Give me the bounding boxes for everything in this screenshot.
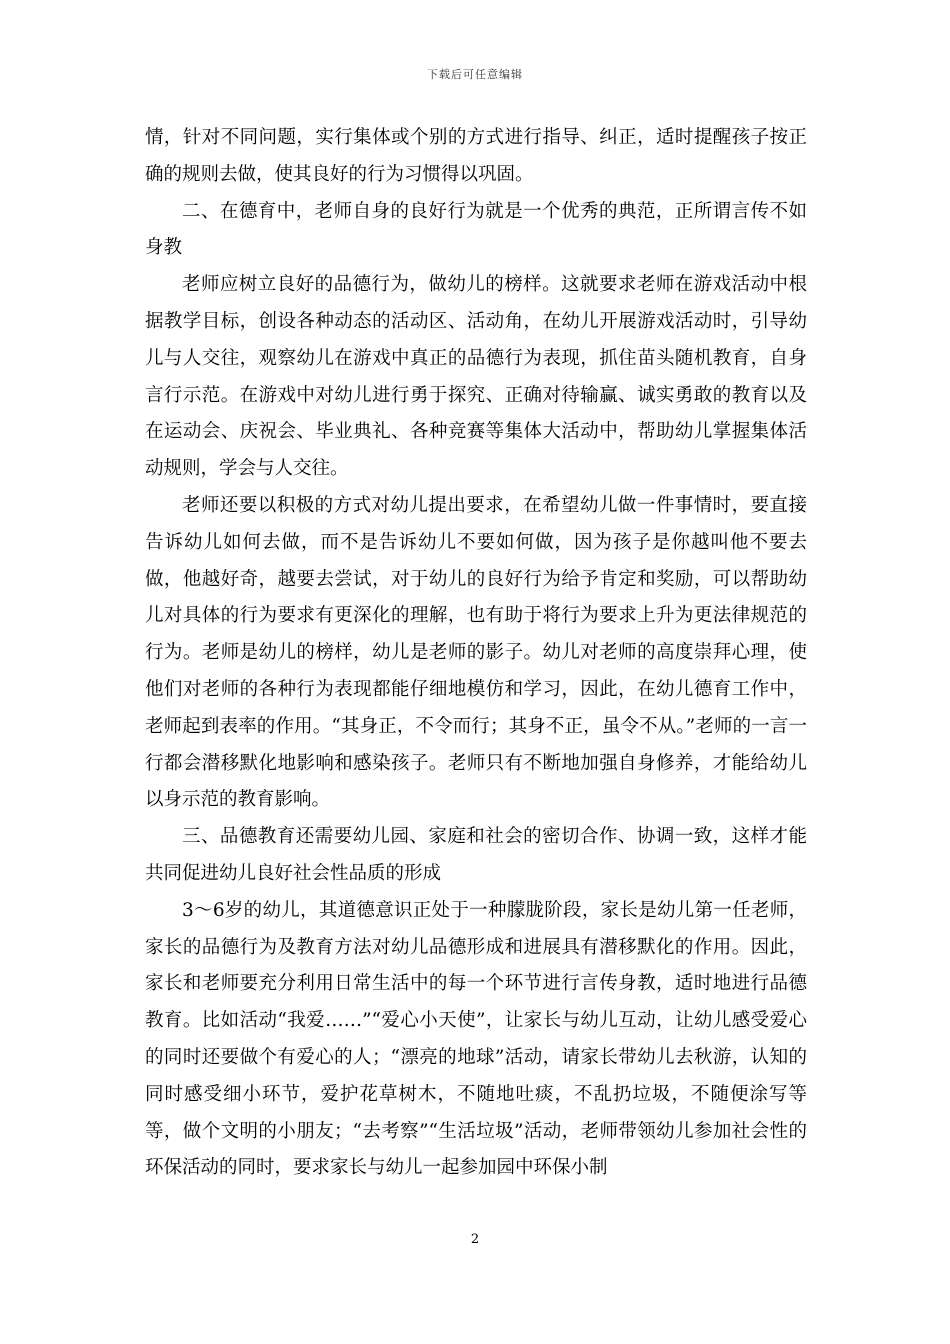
paragraph: 3～6岁的幼儿，其道德意识正处于一种朦胧阶段，家长是幼儿第一任老师，家长的品德行为及教育方法对幼儿品德形成和进展具有潜移默化的作用。因此，家长和老师要充分利用日常生活中的每一个环节进行言传身教，适时地进行品德教育。比如活动“我爱……”“爱心小天使”，让家长与幼儿互动，让幼儿感受爱心的同时还要做个有爱心的人；“漂亮的地球”活动，请家长带幼儿去秋游，认知的同时感受细小环节，爱护花草树木，不随地吐痰，不乱扔垃圾，不随便涂写等等，做个文明的小朋友；“去考察”“生活垃圾”活动，老师带领幼儿参加社会性的环保活动的同时，要求家长与幼儿一起参加园中环保小制: [145, 899, 807, 1179]
page-number: 2: [470, 1232, 480, 1247]
paragraph-continuation: 情，针对不同问题，实行集体或个别的方式进行指导、纠正，适时提醒孩子按正确的规则去做，使其良好的行为习惯得以巩固。: [145, 127, 807, 185]
page-header: 下载后可任意编辑: [427, 68, 523, 81]
document-body: [145, 120, 807, 1187]
section-heading-2: 二、在德育中，老师自身的良好行为就是一个优秀的典范，正所谓言传不如身教: [145, 200, 807, 259]
paragraph: 老师应树立良好的品德行为，做幼儿的榜样。这就要求老师在游戏活动中根据教学目标，创设各种动态的活动区、活动角，在幼儿开展游戏活动时，引导幼儿与人交往，观察幼儿在游戏中真正的品德行为表现，抓住苗头随机教育，自身言行示范。在游戏中对幼儿进行勇于探究、正确对待输赢、诚实勇敢的教育以及在运动会、庆祝会、毕业典礼、各种竞赛等集体大活动中，帮助幼儿掌握集体活动规则，学会与人交往。: [145, 274, 807, 480]
paragraph: 老师还要以积极的方式对幼儿提出要求，在希望幼儿做一件事情时，要直接告诉幼儿如何去做，而不是告诉幼儿不要如何做，因为孩子是你越叫他不要去做，他越好奇，越要去尝试，对于幼儿的良好行为给予肯定和奖励，可以帮助幼儿对具体的行为要求有更深化的理解，也有助于将行为要求上升为更法律规范的行为。老师是幼儿的榜样，幼儿是老师的影子。幼儿对老师的高度崇拜心理，使他们对老师的各种行为表现都能仔细地模仿和学习，因此，在幼儿德育工作中，老师起到表率的作用。“其身正，不令而行；其身不正，虽令不从。”老师的一言一行都会潜移默化地影响和感染孩子。老师只有不断地加强自身修养，才能给幼儿以身示范的教育影响。: [145, 494, 807, 811]
section-heading-3: 三、品德教育还需要幼儿园、家庭和社会的密切合作、协调一致，这样才能共同促进幼儿良好社会性品质的形成: [145, 826, 807, 884]
